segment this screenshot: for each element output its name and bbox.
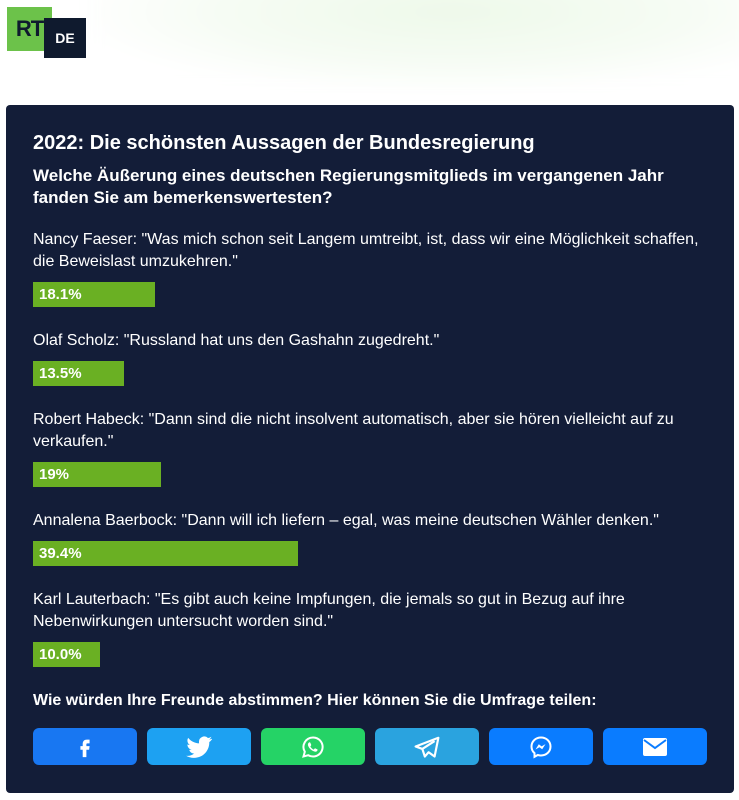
whatsapp-share-button[interactable]: [261, 728, 365, 765]
logo-rt: RT: [7, 7, 52, 51]
email-icon: [642, 737, 668, 757]
poll-option[interactable]: [33, 409, 713, 487]
option-text: Karl Lauterbach: "Es gibt auch keine Impfungen, die jemals so gut in Bezug auf ihre Nebenwirkungen untersucht worden sind.": [33, 591, 625, 630]
poll-card: [6, 105, 734, 793]
share-prompt: Wie würden Ihre Freunde abstimmen? Hier können Sie die Umfrage teilen:: [33, 692, 597, 709]
poll-question: Welche Äußerung eines deutschen Regierungsmitglieds im vergangenen Jahr fanden Sie am bemerkenswertesten?: [33, 166, 664, 207]
option-text: Annalena Baerbock: "Dann will ich liefern – egal, was meine deutschen Wähler denken.": [33, 512, 659, 529]
option-text: Olaf Scholz: "Russland hat uns den Gashahn zugedreht.": [33, 332, 440, 349]
logo-de: DE: [44, 18, 86, 58]
poll-option[interactable]: [33, 229, 713, 307]
poll-title: 2022: Die schönsten Aussagen der Bundesregierung: [33, 132, 535, 154]
telegram-icon: [414, 736, 440, 758]
facebook-icon: [74, 736, 96, 758]
messenger-icon: [529, 735, 553, 759]
rt-de-logo[interactable]: [7, 7, 87, 59]
share-buttons: [33, 728, 709, 765]
result-bar: 39.4%: [33, 541, 298, 566]
option-text: Robert Habeck: "Dann sind die nicht insolvent automatisch, aber sie hören vielleicht auf zu verkaufen.": [33, 411, 674, 450]
result-bar: 10.0%: [33, 642, 100, 667]
email-share-button[interactable]: [603, 728, 707, 765]
background-glow: [90, 0, 739, 90]
option-text: Nancy Faeser: "Was mich schon seit Langem umtreibt, ist, dass wir eine Möglichkeit schaffen, die Beweislast umzukehren.": [33, 231, 699, 270]
poll-option[interactable]: [33, 589, 713, 667]
result-bar: 18.1%: [33, 282, 155, 307]
poll-option[interactable]: [33, 510, 713, 566]
messenger-share-button[interactable]: [489, 728, 593, 765]
twitter-share-button[interactable]: [147, 728, 251, 765]
telegram-share-button[interactable]: [375, 728, 479, 765]
whatsapp-icon: [301, 735, 325, 759]
poll-option[interactable]: [33, 330, 713, 386]
twitter-icon: [186, 736, 212, 758]
result-bar: 13.5%: [33, 361, 124, 386]
facebook-share-button[interactable]: [33, 728, 137, 765]
result-bar: 19%: [33, 462, 161, 487]
